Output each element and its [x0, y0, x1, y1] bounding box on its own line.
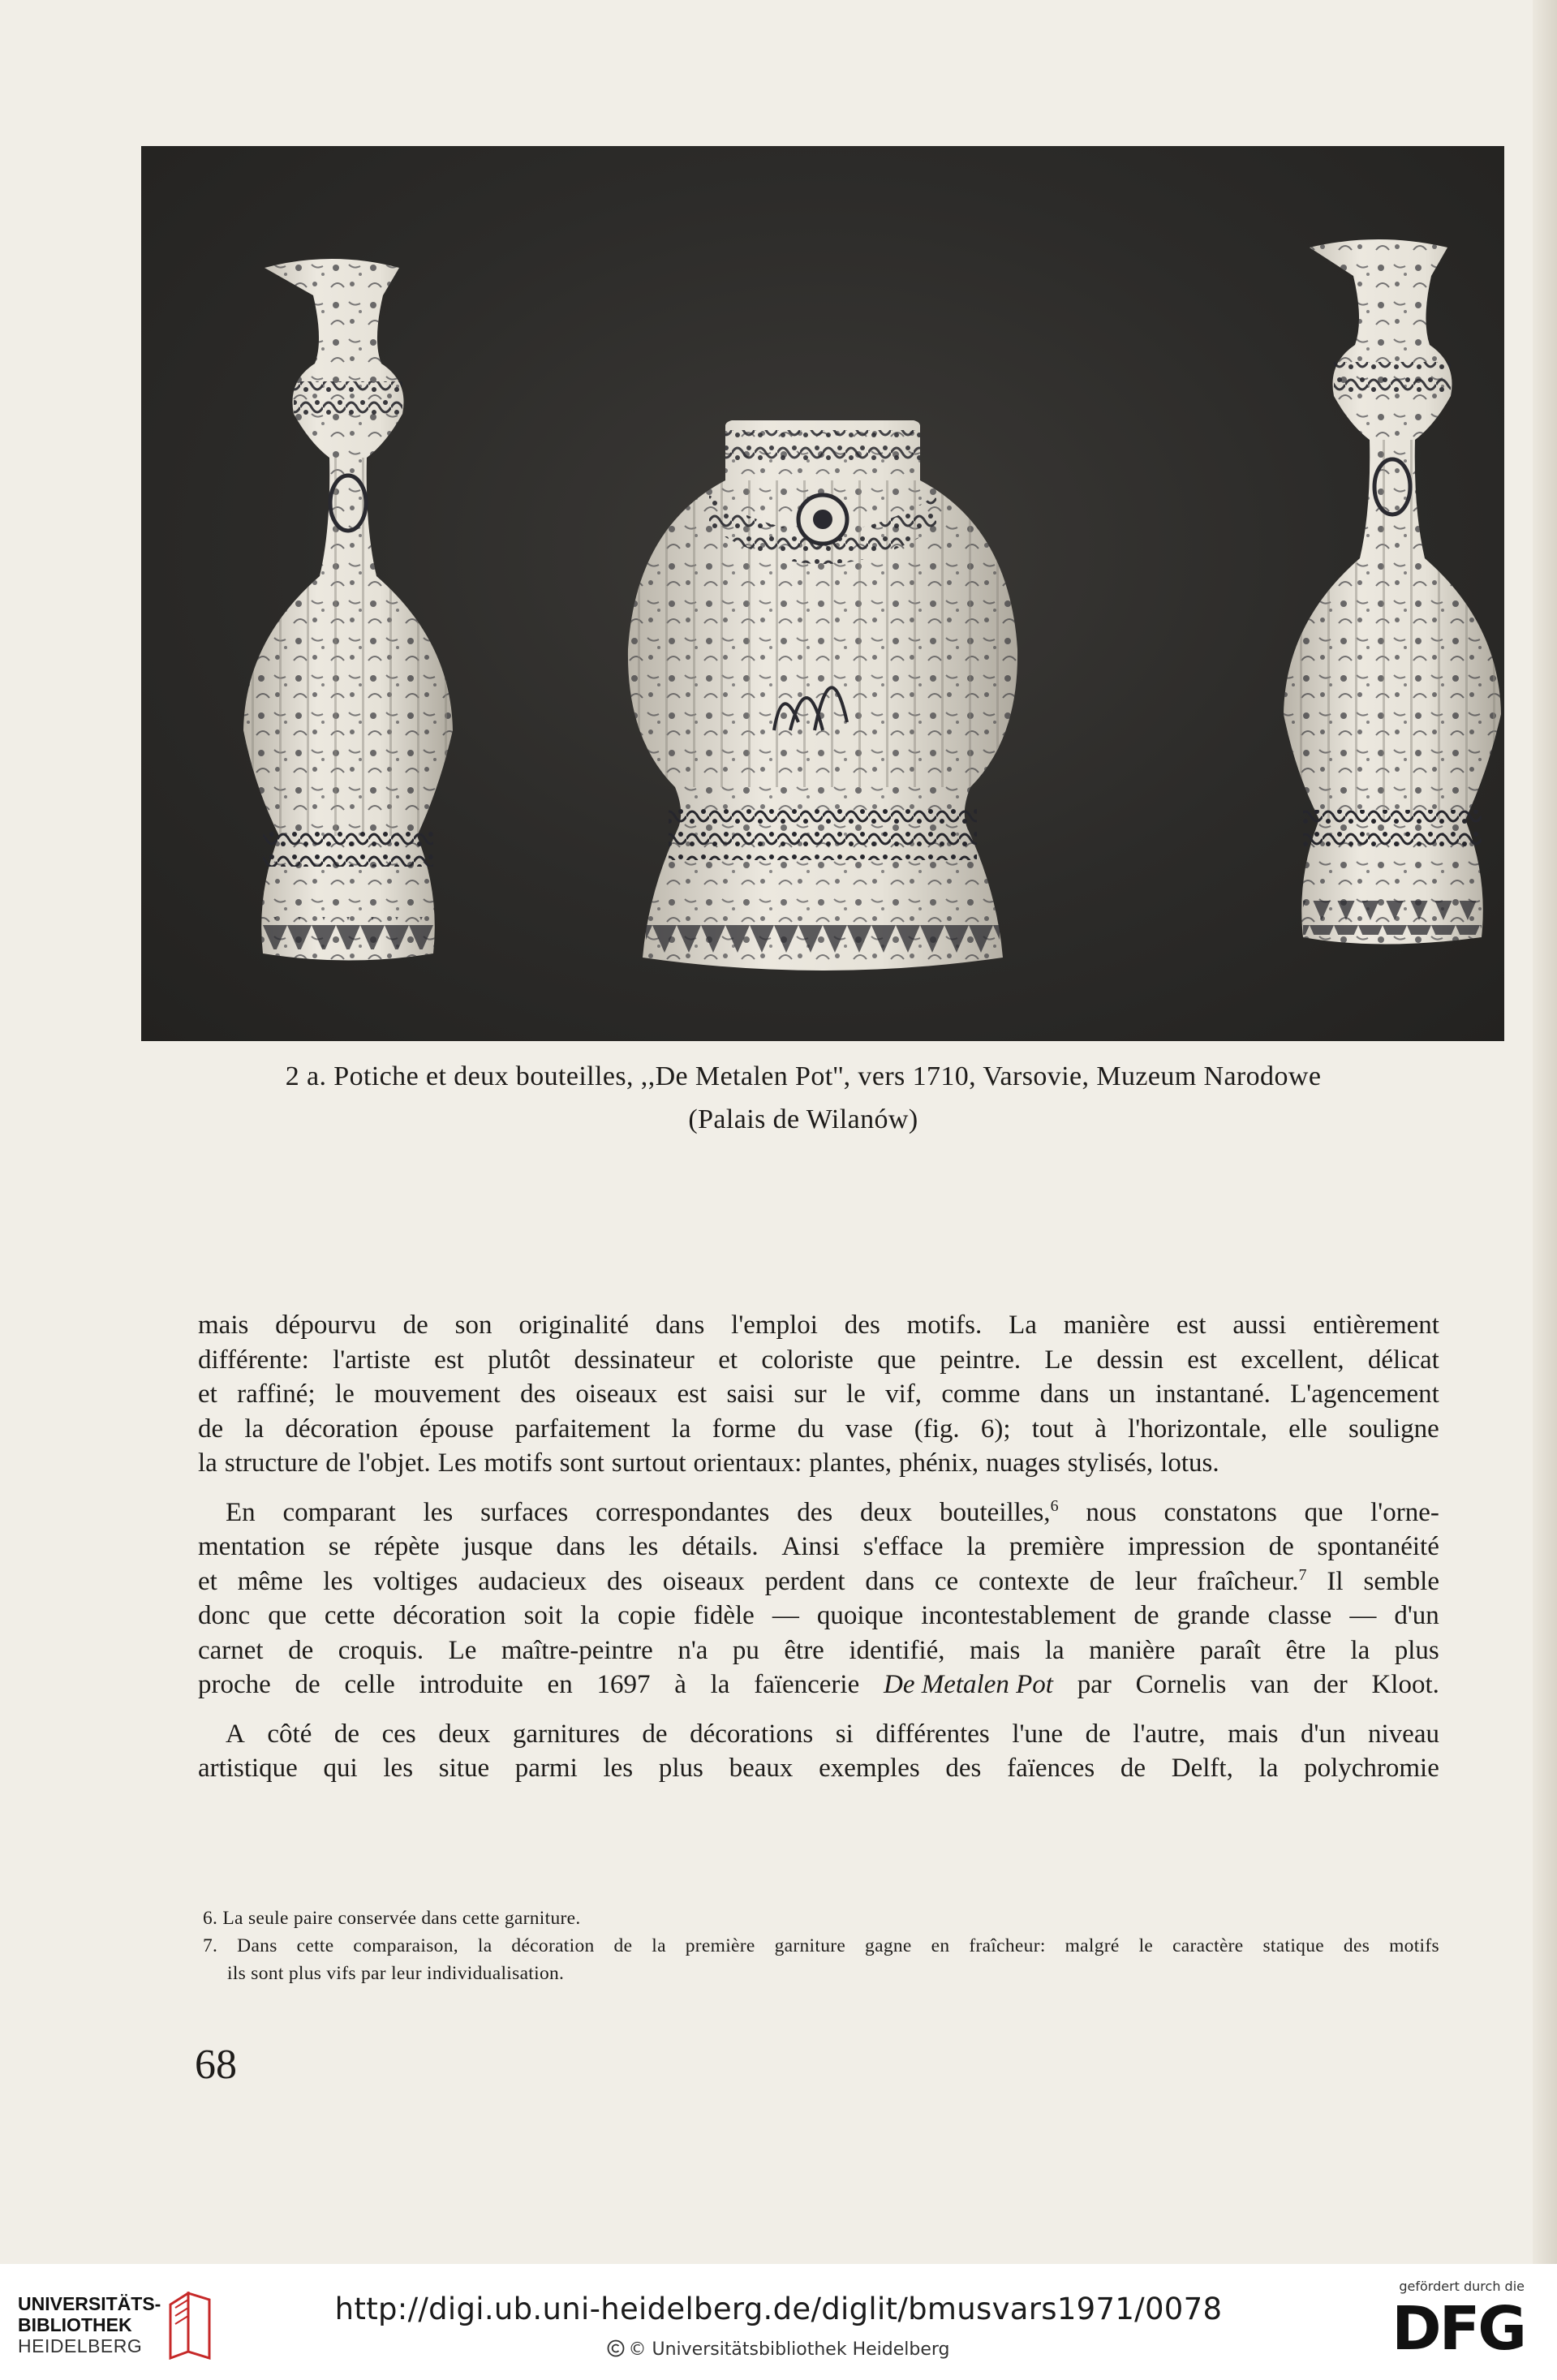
figure-caption [162, 1055, 1444, 1141]
word: L'agencement [1290, 1379, 1439, 1409]
word: manière [1089, 1635, 1176, 1665]
word: coloriste [761, 1345, 854, 1375]
word: copie [617, 1601, 676, 1630]
word: comparant [282, 1497, 396, 1527]
word: faïencerie [754, 1670, 860, 1699]
dfg-logo-text: DFG [1391, 2294, 1525, 2364]
word: incontestablement [921, 1601, 1116, 1630]
word: — [1349, 1601, 1377, 1630]
word: est [1187, 1345, 1217, 1375]
word: les [628, 1532, 659, 1561]
word: La [1009, 1311, 1037, 1340]
word: plutôt [488, 1345, 551, 1375]
word: sont [559, 1448, 604, 1478]
word: ces [381, 1719, 416, 1749]
word: grande [1176, 1601, 1250, 1630]
word: de [295, 1670, 320, 1699]
word: nous [1086, 1497, 1137, 1527]
word: raffiné; [237, 1379, 316, 1409]
word: motifs [484, 1448, 553, 1478]
word: la [671, 1414, 691, 1444]
word: saisi [726, 1379, 775, 1409]
word: les [603, 1754, 634, 1783]
library-name-line-1: UNIVERSITÄTS- [18, 2293, 161, 2314]
word: leur [1134, 1566, 1177, 1596]
word: est [1176, 1311, 1206, 1340]
library-name-line-3: HEIDELBERG [18, 2335, 143, 2356]
word: garnitures [512, 1719, 620, 1749]
word: les [323, 1566, 353, 1596]
word: d'un [1301, 1719, 1346, 1749]
word: comme [941, 1379, 1021, 1409]
word: aussi [1232, 1311, 1287, 1340]
word: instantané. [1155, 1379, 1271, 1409]
center-potiche [628, 420, 1017, 971]
word: stylisés, [1067, 1448, 1154, 1478]
word: être [1285, 1635, 1326, 1665]
word: vase [845, 1414, 893, 1444]
word: d'un [1394, 1601, 1439, 1630]
word: Les [437, 1448, 477, 1478]
footnote-ref-7: 7 [1298, 1565, 1307, 1584]
word: plantes, [809, 1448, 892, 1478]
word: jusque [462, 1532, 533, 1561]
dfg-logo[interactable] [1379, 2279, 1525, 2373]
word: quoique [816, 1601, 904, 1630]
word: des [1343, 1935, 1370, 1956]
word: de [1085, 1719, 1111, 1749]
word: le [1138, 1935, 1154, 1956]
word: constatons [1163, 1497, 1277, 1527]
word: que [268, 1601, 307, 1630]
word: phénix, [899, 1448, 979, 1478]
word: l'autre, [1133, 1719, 1206, 1749]
word: artistique [198, 1754, 298, 1783]
word: est [677, 1379, 708, 1409]
word: manière [1063, 1311, 1151, 1340]
text-line [198, 1668, 1439, 1702]
word: côté [267, 1719, 312, 1749]
word: souligne [1348, 1414, 1439, 1444]
word: son [454, 1311, 492, 1340]
word: l'emploi [731, 1311, 818, 1340]
word: décoration [393, 1601, 506, 1630]
text-line [198, 1717, 1439, 1752]
word: situe [438, 1754, 490, 1783]
word: A [226, 1719, 245, 1749]
word: soit [523, 1601, 563, 1630]
word: pu [732, 1635, 759, 1665]
word: (fig. [914, 1414, 960, 1444]
word: 6); [980, 1414, 1011, 1444]
word: orientaux: [693, 1448, 802, 1478]
word: des [606, 1566, 643, 1596]
word: la [710, 1670, 730, 1699]
word: spontanéité [1317, 1532, 1439, 1561]
word: beaux [729, 1754, 794, 1783]
word: de [288, 1635, 314, 1665]
word: à [674, 1670, 686, 1699]
word: de [333, 1719, 360, 1749]
word: et [198, 1566, 217, 1596]
word: surfaces [480, 1497, 569, 1527]
paragraph-1 [198, 1308, 1439, 1481]
word: statique [1262, 1935, 1324, 1956]
word: l'horizontale, [1128, 1414, 1267, 1444]
left-bottle [243, 259, 453, 961]
footnote-ref-6-word: bouteilles,$^6$ [940, 1496, 1059, 1527]
word: Kloot. [1371, 1670, 1439, 1699]
footnote-7-continued: ils sont plus vifs par leur individualisation. [227, 1963, 565, 1984]
page-edge [1533, 0, 1557, 2272]
word: celle [344, 1670, 395, 1699]
word: de [1268, 1532, 1294, 1561]
word: garniture [774, 1935, 846, 1956]
word: à [1095, 1414, 1107, 1444]
word: — [772, 1601, 799, 1630]
word: sur [794, 1379, 827, 1409]
word: comparaison, [353, 1935, 458, 1956]
word: entièrement [1313, 1311, 1439, 1340]
word: correspondantes [595, 1497, 770, 1527]
footer-bar [0, 2264, 1557, 2380]
word: première [1009, 1532, 1105, 1561]
word: dans [655, 1311, 705, 1340]
text-line [198, 1412, 1439, 1447]
document-url-link[interactable]: http://digi.ub.uni-heidelberg.de/diglit/bmusvars1971/0078 [334, 2292, 1223, 2326]
word: l'une [1012, 1719, 1064, 1749]
footnote-6: 6. La seule paire conservée dans cette garniture. [203, 1908, 581, 1929]
word: mentation [198, 1532, 305, 1561]
word: la [198, 1448, 217, 1478]
word: mais [198, 1311, 249, 1340]
word: dans [865, 1566, 914, 1596]
word: un [1108, 1379, 1136, 1409]
word: niveau [1368, 1719, 1439, 1749]
body-text [198, 1308, 1439, 1786]
word: motifs. [906, 1311, 983, 1340]
paragraph-2 [198, 1496, 1439, 1702]
word: la [1350, 1635, 1370, 1665]
word: dessin [1096, 1345, 1163, 1375]
word: qui [323, 1754, 358, 1783]
word: détails. [682, 1532, 759, 1561]
word: Il [1327, 1566, 1344, 1596]
word: répète [374, 1532, 440, 1561]
text-line [198, 1343, 1439, 1378]
text-line [198, 1633, 1439, 1668]
word: plus [658, 1754, 703, 1783]
caption-line-1: 2 a. Potiche et deux bouteilles, ,,De Metalen Pot'', vers 1710, Varsovie, Muzeum Narodowe [285, 1061, 1322, 1091]
word: gagne [865, 1935, 912, 1956]
word: oiseaux [662, 1566, 745, 1596]
word: vif, [885, 1379, 923, 1409]
word: de [1089, 1566, 1115, 1596]
word: Ainsi [781, 1532, 840, 1561]
word: Le [448, 1635, 477, 1665]
paragraph-3 [198, 1717, 1439, 1786]
word: carnet [198, 1635, 264, 1665]
word: maître-peintre [501, 1635, 653, 1665]
word: semble [1363, 1566, 1439, 1596]
word: est [434, 1345, 464, 1375]
word: la [477, 1935, 492, 1956]
word: polychromie [1304, 1754, 1439, 1783]
word: Le [1044, 1345, 1073, 1375]
word: être [784, 1635, 824, 1665]
word: dans [1039, 1379, 1090, 1409]
word: dans [556, 1532, 605, 1561]
word: perdent [764, 1566, 845, 1596]
word: van [1250, 1670, 1289, 1699]
word: cette [296, 1935, 334, 1956]
word: nuages [986, 1448, 1060, 1478]
word: se [328, 1532, 351, 1561]
word: la [1258, 1754, 1279, 1783]
word: paraît [1199, 1635, 1262, 1665]
word: deux [438, 1719, 491, 1749]
word: décorations [690, 1719, 814, 1749]
word: der [1313, 1670, 1348, 1699]
word: différentes [875, 1719, 990, 1749]
word: Cornelis [1135, 1670, 1227, 1699]
word: caractère [1172, 1935, 1244, 1956]
word: de [642, 1719, 668, 1749]
word: la [966, 1532, 987, 1561]
word: deux [860, 1497, 913, 1527]
word: voltiges [372, 1566, 458, 1596]
word: 7. [203, 1935, 218, 1956]
word: faïences [1007, 1754, 1095, 1783]
word: décoration [285, 1414, 398, 1444]
word: de [198, 1414, 224, 1444]
word: les [423, 1497, 454, 1527]
word: de [1120, 1754, 1146, 1783]
word: des [797, 1497, 833, 1527]
word: du [797, 1414, 824, 1444]
word: parmi [514, 1754, 578, 1783]
word: différente: [198, 1345, 309, 1375]
footnote-ref-7-word: fraîcheur.$^7$ [1197, 1565, 1307, 1596]
word: elle [1288, 1414, 1327, 1444]
word: que [1304, 1497, 1344, 1527]
text-line [198, 1308, 1439, 1343]
caption-line-2: (Palais de Wilanów) [688, 1104, 918, 1134]
word: excellent, [1241, 1345, 1344, 1375]
word: ce [934, 1566, 959, 1596]
word: si [835, 1719, 854, 1749]
word: croquis. [338, 1635, 424, 1665]
copyright-text: © Universitätsbibliothek Heidelberg [628, 2339, 950, 2360]
word: des [945, 1754, 982, 1783]
word: parfaitement [514, 1414, 651, 1444]
text-line [198, 1446, 1439, 1481]
word: la [580, 1601, 600, 1630]
word: les [383, 1754, 414, 1783]
text-line [198, 1530, 1439, 1564]
word: des [844, 1311, 880, 1340]
text-line [198, 1564, 1439, 1599]
word: donc [198, 1601, 251, 1630]
word: classe [1267, 1601, 1332, 1630]
word: audacieux [478, 1566, 587, 1596]
word: contexte [979, 1566, 1069, 1596]
word: dessinateur [574, 1345, 695, 1375]
word: exemples [819, 1754, 920, 1783]
word: 1697 [596, 1670, 651, 1699]
word: l'objet. [358, 1448, 431, 1478]
text-line [198, 1377, 1439, 1412]
word: tout [1031, 1414, 1074, 1444]
word: l'orne- [1370, 1497, 1439, 1527]
word: en [547, 1670, 573, 1699]
word: fidèle [693, 1601, 755, 1630]
word: structure [224, 1448, 319, 1478]
word: de [325, 1448, 351, 1478]
word: le [846, 1379, 866, 1409]
word: introduite [419, 1670, 523, 1699]
word: délicat [1367, 1345, 1439, 1375]
word: surtout [611, 1448, 686, 1478]
word: de [402, 1311, 428, 1340]
word: plus [1394, 1635, 1439, 1665]
word: s'efface [862, 1532, 944, 1561]
text-line [198, 1496, 1439, 1530]
word: en [931, 1935, 950, 1956]
word: En [226, 1497, 256, 1527]
word: même [237, 1566, 303, 1596]
word: originalité [518, 1311, 629, 1340]
word: n'a [677, 1635, 708, 1665]
figure-photograph [141, 146, 1504, 1041]
word: mais [1228, 1719, 1279, 1749]
word: lotus. [1160, 1448, 1219, 1478]
word: la [652, 1935, 666, 1956]
word: de [1133, 1601, 1159, 1630]
word: le [334, 1379, 355, 1409]
funder-note: gefördert durch die [1399, 2279, 1525, 2294]
copyright-icon [607, 2339, 625, 2357]
word: la [1044, 1635, 1065, 1665]
word: Delft, [1171, 1754, 1233, 1783]
word: proche [198, 1670, 271, 1699]
word: et [718, 1345, 738, 1375]
text-line [198, 1599, 1439, 1633]
word: et [198, 1379, 217, 1409]
word: identifié, [849, 1635, 945, 1665]
word: de [613, 1935, 633, 1956]
word: impression [1127, 1532, 1245, 1561]
word: Dans [237, 1935, 277, 1956]
word: première [685, 1935, 755, 1956]
word: mouvement [374, 1379, 501, 1409]
word: malgré [1065, 1935, 1120, 1956]
word: motifs [1389, 1935, 1439, 1956]
word: que [877, 1345, 916, 1375]
word: l'artiste [333, 1345, 411, 1375]
word: forme [712, 1414, 776, 1444]
word: des [520, 1379, 557, 1409]
word: dépourvu [275, 1311, 376, 1340]
word: par [1077, 1670, 1112, 1699]
word: épouse [419, 1414, 494, 1444]
word: peintre. [940, 1345, 1022, 1375]
word: fraîcheur: [969, 1935, 1046, 1956]
italic-title: De Metalen Pot [884, 1670, 1053, 1699]
footnote-ref-6: 6 [1050, 1496, 1059, 1515]
copyright-notice [0, 2339, 1557, 2361]
library-name-line-2: BIBLIOTHEK [18, 2314, 132, 2335]
right-bottle [1284, 239, 1501, 945]
word: mais [970, 1635, 1021, 1665]
text-line [198, 1751, 1439, 1786]
footnote-7 [203, 1932, 1439, 1960]
word: décoration [511, 1935, 595, 1956]
word: la [244, 1414, 265, 1444]
footnotes [203, 1904, 1439, 1987]
page-number: 68 [195, 2042, 237, 2088]
word: cette [324, 1601, 376, 1630]
word: oiseaux [575, 1379, 658, 1409]
